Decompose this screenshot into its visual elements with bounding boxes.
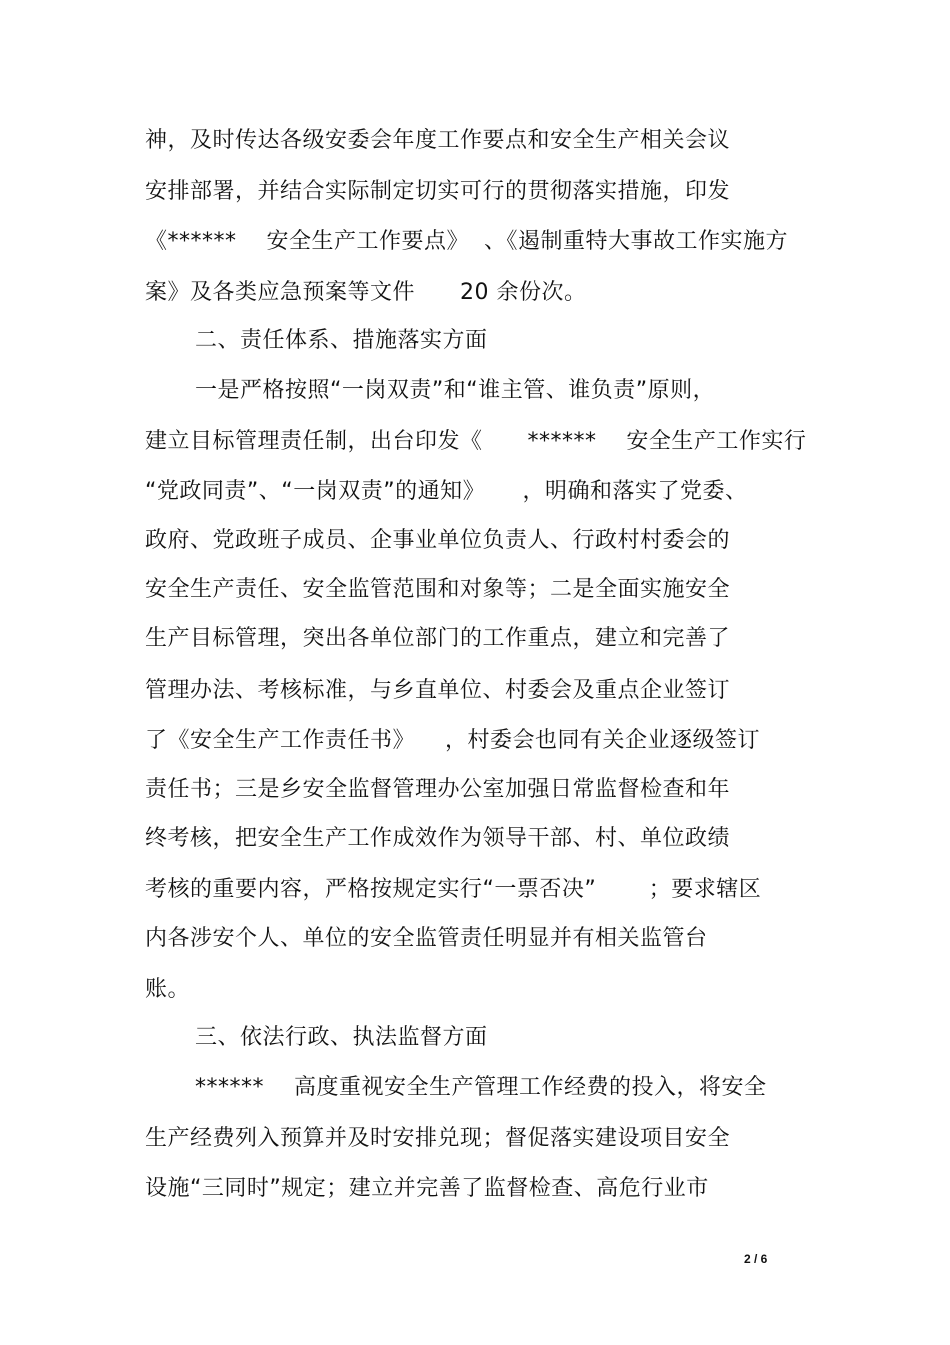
text-line: 政府、党政班子成员、企事业单位负责人、行政村村委会的 <box>145 528 731 553</box>
text-line: 安排部署，并结合实际制定切实可行的贯彻落实措施，印发 <box>145 179 731 204</box>
text-line: 设施“三同时”规定；建立并完善了监督检查、高危行业市 <box>145 1176 709 1201</box>
text-line: 建立目标管理责任制，出台印发《 ****** 安全生产工作实行 <box>145 429 807 454</box>
text-line: 账。 <box>145 977 191 1002</box>
section-heading: 三、依法行政、执法监督方面 <box>195 1025 488 1050</box>
paragraph-first-line: ****** 高度重视安全生产管理工作经费的投入，将安全 <box>195 1075 767 1100</box>
section-heading: 二、责任体系、措施落实方面 <box>195 328 488 353</box>
text-line: 责任书；三是乡安全监督管理办公室加强日常监督检查和年 <box>145 777 731 802</box>
text-line: 考核的重要内容，严格按规定实行“一票否决” ；要求辖区 <box>145 877 762 902</box>
text-line: 安全生产责任、安全监管范围和对象等；二是全面实施安全 <box>145 577 731 602</box>
text-line: 《****** 安全生产工作要点》 、《遏制重特大事故工作实施方 <box>145 229 788 254</box>
text-line: 管理办法、考核标准，与乡直单位、村委会及重点企业签订 <box>145 678 731 703</box>
paragraph-first-line: 一是严格按照“一岗双责”和“谁主管、谁负责”原则， <box>195 378 716 403</box>
text-line: 案》及各类应急预案等文件 20 余份次。 <box>145 280 587 305</box>
text-line: 生产目标管理，突出各单位部门的工作重点，建立和完善了 <box>145 626 731 651</box>
page-number: 2 / 6 <box>744 1252 768 1266</box>
text-line: 终考核，把安全生产工作成效作为领导干部、村、单位政绩 <box>145 826 731 851</box>
text-line: 神，及时传达各级安委会年度工作要点和安全生产相关会议 <box>145 128 731 153</box>
text-line: 内各涉安个人、单位的安全监管责任明显并有相关监管台 <box>145 926 708 951</box>
text-line: 生产经费列入预算并及时安排兑现；督促落实建设项目安全 <box>145 1126 731 1151</box>
text-line: 了《安全生产工作责任书》 ，村委会也同有关企业逐级签订 <box>145 728 760 753</box>
text-line: “党政同责”、“一岗双责”的通知》 ，明确和落实了党委、 <box>145 479 748 504</box>
